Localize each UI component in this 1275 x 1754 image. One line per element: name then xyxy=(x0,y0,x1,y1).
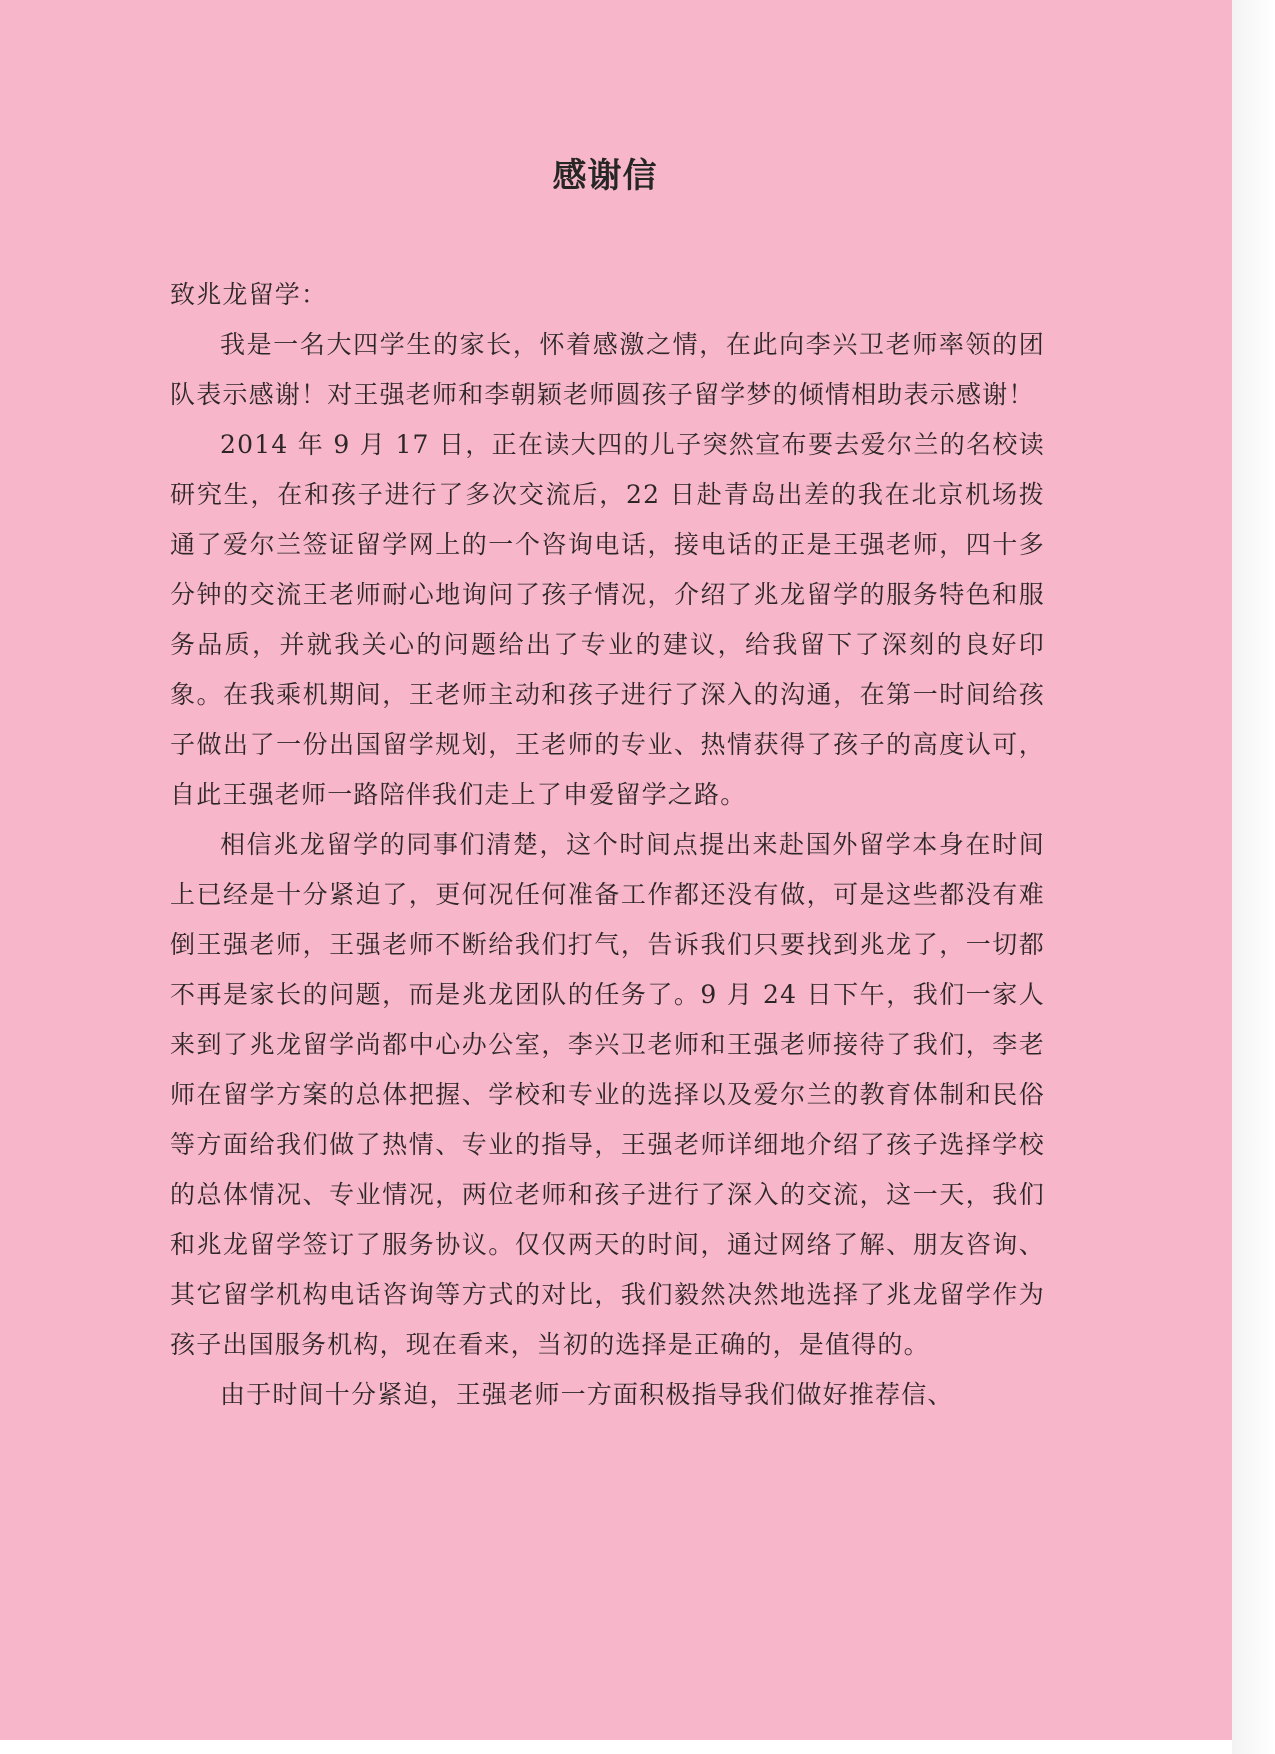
letter-paragraph-2: 2014 年 9 月 17 日，正在读大四的儿子突然宣布要去爱尔兰的名校读研究生，在和孩子进行了多次交流后，22 日赴青岛出差的我在北京机场拨通了爱尔兰签证留学网上的一个咨询电话，接电话的正是王强老师，四十多分钟的交流王老师耐心地询问了孩子情况，介绍了兆龙留学的服务特色和服务品质，并就我关心的问题给出了专业的建议，给我留下了深刻的良好印象。在我乘机期间，王老师主动和孩子进行了深入的沟通，在第一时间给孩子做出了一份出国留学规划，王老师的专业、热情获得了孩子的高度认可，自此王强老师一路陪伴我们走上了申爱留学之路。 xyxy=(170,430,1045,809)
letter-paragraph-4: 由于时间十分紧迫，王强老师一方面积极指导我们做好推荐信、 xyxy=(220,1380,954,1409)
letter-paragraph-1: 我是一名大四学生的家长，怀着感激之情，在此向李兴卫老师率领的团队表示感谢！对王强老师和李朝颖老师圆孩子留学梦的倾情相助表示感谢！ xyxy=(170,330,1045,409)
letter-paragraph-3: 相信兆龙留学的同事们清楚，这个时间点提出来赴国外留学本身在时间上已经是十分紧迫了，更何况任何准备工作都还没有做，可是这些都没有难倒王强老师，王强老师不断给我们打气，告诉我们只要找到兆龙了，一切都不再是家长的问题，而是兆龙团队的任务了。9 月 24 日下午，我们一家人来到了兆龙留学尚都中心办公室，李兴卫老师和王强老师接待了我们，李老师在留学方案的总体把握、学校和专业的选择以及爱尔兰的教育体制和民俗等方面给我们做了热情、专业的指导，王强老师详细地介绍了孩子选择学校的总体情况、专业情况，两位老师和孩子进行了深入的交流，这一天，我们和兆龙留学签订了服务协议。仅仅两天的时间，通过网络了解、朋友咨询、其它留学机构电话咨询等方式的对比，我们毅然决然地选择了兆龙留学作为孩子出国服务机构，现在看来，当初的选择是正确的，是值得的。 xyxy=(170,830,1045,1359)
letter-body xyxy=(170,270,1045,1420)
page-margin-edge xyxy=(1232,0,1275,1754)
letter-title: 感谢信 xyxy=(552,156,658,196)
letter-salutation: 致兆龙留学： xyxy=(170,280,328,309)
